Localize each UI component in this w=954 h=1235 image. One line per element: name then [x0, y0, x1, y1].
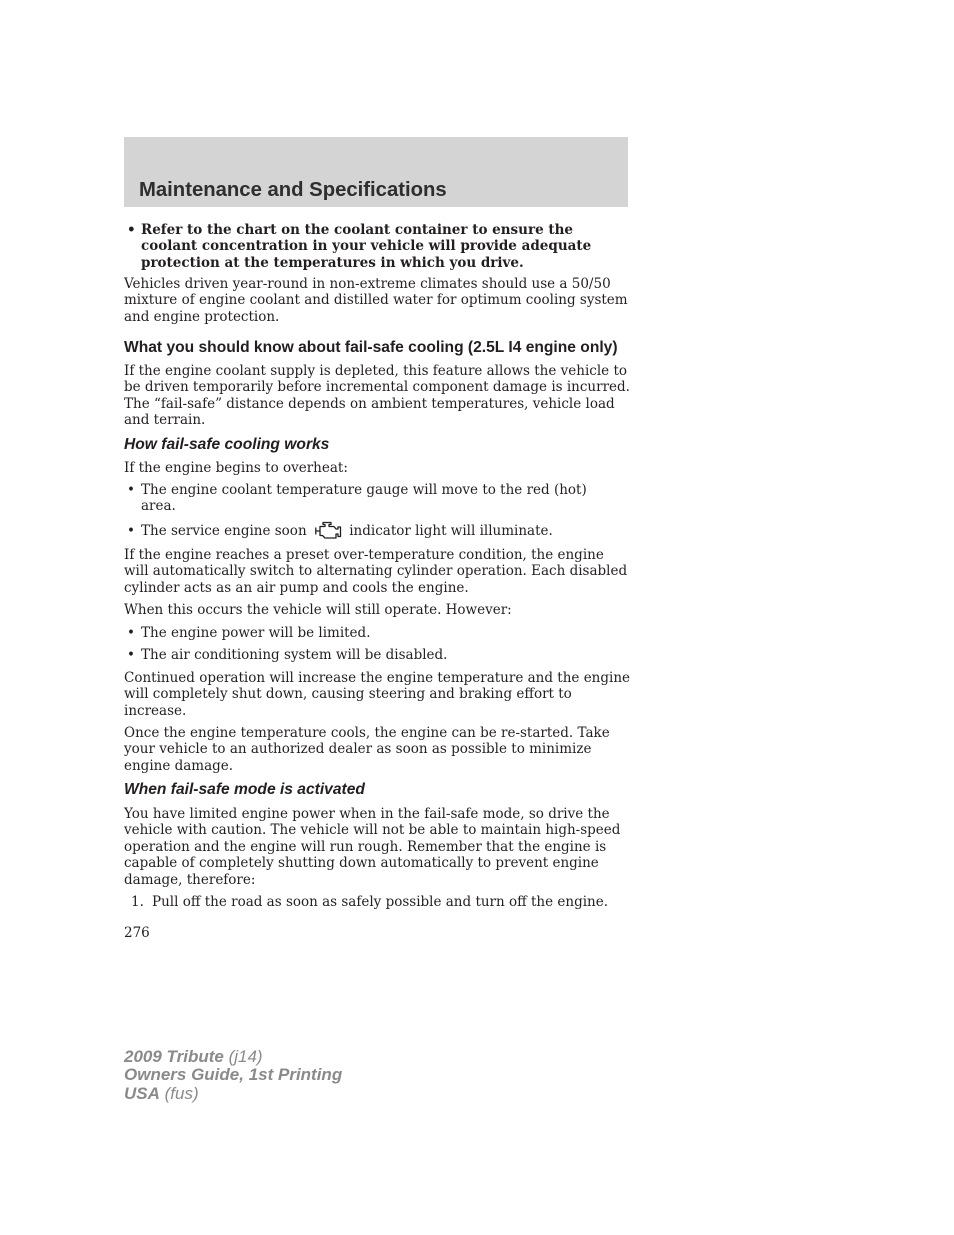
gauge-bullet — [124, 482, 628, 515]
text-line: protection at the temperatures in which you drive. — [141, 254, 524, 271]
text-line: cylinder acts as an air pump and cools the engine. — [124, 579, 469, 596]
text-line: area. — [141, 498, 176, 514]
overheat-intro — [124, 460, 628, 477]
footer-model-code: (j14) — [228, 1046, 263, 1066]
text-line: Vehicles driven year-round in non-extreme climates should use a 50/50 — [124, 275, 611, 292]
text-line: Continued operation will increase the engine temperature and the engine — [124, 669, 631, 686]
text-line: operation and the engine will run rough. Remember that the engine is — [124, 838, 607, 855]
text-line: capable of completely shutting down automatically to prevent engine — [124, 855, 599, 871]
limited-power-paragraph — [124, 806, 628, 889]
text-line: The engine coolant temperature gauge will move to the red (hot) — [141, 481, 587, 498]
footer-region: USA — [124, 1083, 160, 1103]
bullet-marker: • — [127, 481, 135, 498]
footer-region-code: (fus) — [164, 1083, 199, 1103]
footer-model: 2009 Tribute — [124, 1046, 224, 1066]
text-line: and engine protection. — [124, 308, 280, 325]
indicator-light-bullet — [124, 523, 628, 540]
section-header-band — [124, 137, 628, 207]
text-line: Refer to the chart on the coolant container to ensure the — [141, 221, 574, 238]
text-segment: The service engine soon — [141, 522, 307, 539]
bullet-marker: • — [127, 221, 136, 238]
page-number — [124, 925, 628, 942]
footer-market-line — [124, 1085, 342, 1104]
text-line: increase. — [124, 702, 187, 719]
page-number-text: 276 — [124, 924, 150, 941]
footer-edition: Owners Guide, 1st Printing — [124, 1065, 343, 1085]
text-line: The air conditioning system will be disabled. — [141, 646, 448, 663]
text-line: and terrain. — [124, 412, 206, 428]
text-line: When this occurs the vehicle will still operate. However: — [124, 601, 512, 618]
failsafe-activated-subheading: When fail-safe mode is activated — [124, 781, 365, 798]
engine-power-bullet — [124, 625, 628, 642]
text-line: The engine power will be limited. — [141, 624, 371, 641]
still-operate-intro — [124, 602, 628, 619]
section-title: Maintenance and Specifications — [139, 179, 447, 201]
text-line: The “fail-safe” distance depends on ambient temperatures, vehicle load — [124, 395, 615, 412]
restart-paragraph — [124, 725, 628, 775]
text-line: If the engine begins to overheat: — [124, 459, 348, 476]
text-line: Once the engine temperature cools, the engine can be re-started. Take — [124, 724, 610, 741]
text-line: vehicle with caution. The vehicle will not be able to maintain high-speed — [124, 822, 621, 838]
text-line: If the engine coolant supply is depleted, this feature allows the vehicle to — [124, 362, 628, 379]
numbered-step — [124, 894, 628, 911]
continued-operation-paragraph — [124, 669, 631, 720]
text-line — [141, 523, 628, 540]
air-conditioning-bullet — [124, 647, 628, 664]
text-line: mixture of engine coolant and distilled water for optimum cooling system — [124, 292, 628, 308]
text-line: You have limited engine power when in the fail-safe mode, so drive the — [124, 805, 610, 822]
bullet-marker: • — [127, 646, 135, 663]
step-text: Pull off the road as soon as safely possible and turn off the engine. — [152, 893, 609, 910]
failsafe-intro-paragraph — [124, 363, 628, 429]
bullet-marker: • — [127, 624, 135, 641]
coolant-mixture-paragraph — [124, 276, 628, 326]
text-line: If the engine reaches a preset over-temperature condition, the engine — [124, 546, 604, 563]
print-footer — [124, 1048, 342, 1104]
text-line: your vehicle to an authorized dealer as soon as possible to minimize — [124, 741, 592, 757]
text-segment: indicator light will illuminate. — [349, 522, 553, 539]
failsafe-heading: What you should know about fail-safe cooling (2.5L I4 engine only) — [124, 339, 618, 356]
over-temperature-paragraph — [124, 547, 628, 597]
text-line: engine damage. — [124, 757, 234, 774]
how-it-works-subheading: How fail-safe cooling works — [124, 436, 330, 453]
text-line: be driven temporarily before incremental component damage is incurred. — [124, 379, 630, 395]
bullet-marker: • — [127, 522, 135, 539]
text-line: damage, therefore: — [124, 871, 256, 888]
check-engine-icon — [312, 520, 342, 540]
coolant-chart-bullet — [124, 222, 628, 272]
text-line: will completely shut down, causing steering and braking effort to — [124, 686, 572, 702]
step-number: 1. — [131, 893, 144, 910]
footer-vehicle-line — [124, 1048, 342, 1067]
text-line: coolant concentration in your vehicle will provide adequate — [141, 238, 592, 254]
text-line: will automatically switch to alternating cylinder operation. Each disabled — [124, 563, 628, 579]
